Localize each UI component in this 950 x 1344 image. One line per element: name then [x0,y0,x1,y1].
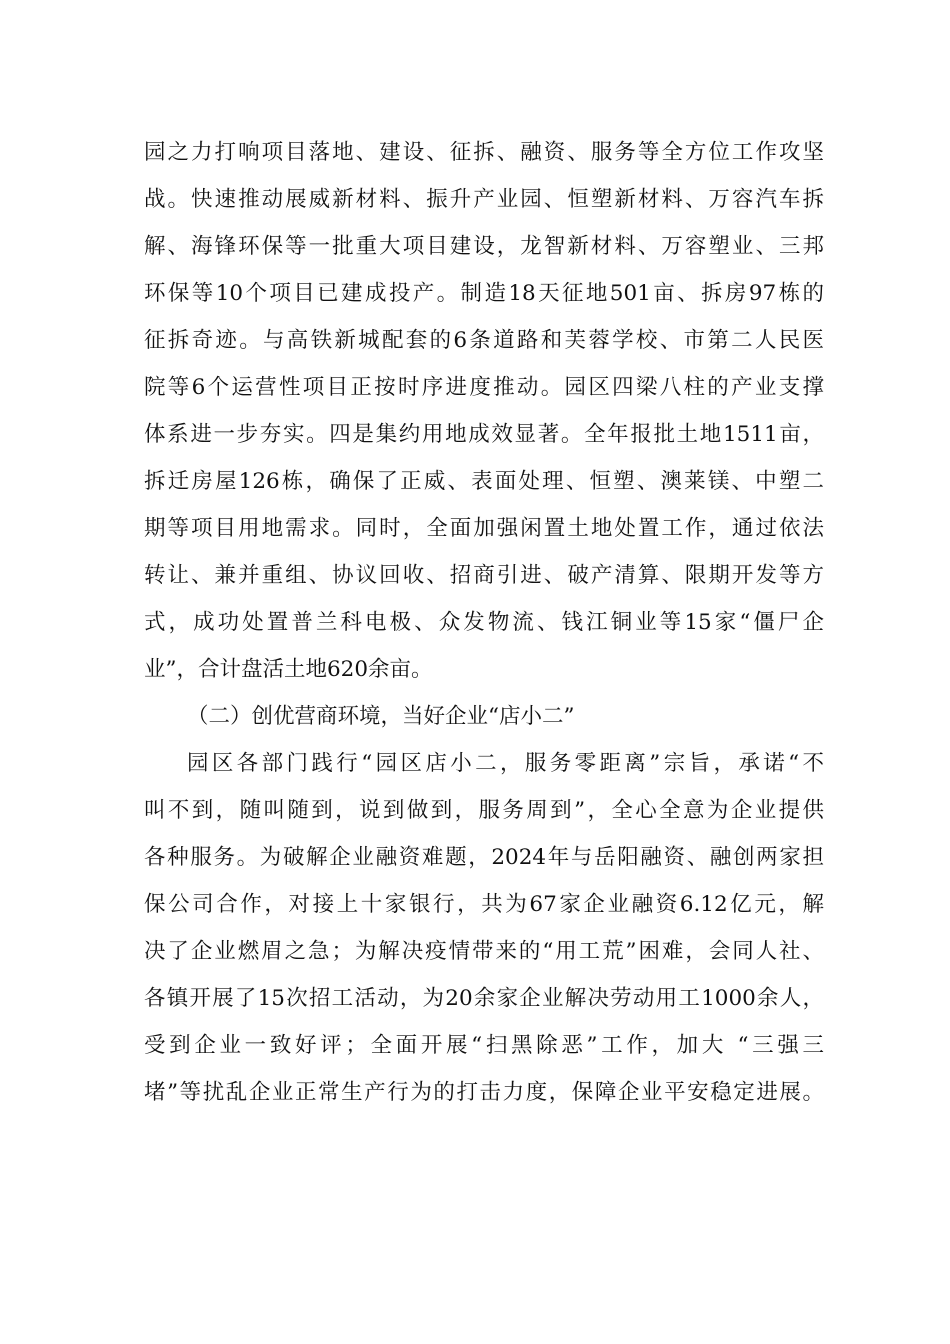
paragraph-line: 环保等10个项目已建成投产。制造18天征地501亩、拆房97栋的 [144,281,824,306]
paragraph-line: 解、海锋环保等一批重大项目建设，龙智新材料、万容塑业、三邦 [144,234,824,259]
paragraph-line: 院等6个运营性项目正按时序进度推动。园区四梁八柱的产业支撑 [144,375,824,400]
paragraph-line: 园之力打响项目落地、建设、征拆、融资、服务等全方位工作攻坚 [144,140,824,165]
paragraph-line: 决了企业燃眉之急；为解决疫情带来的“用工荒”困难，会同人社、 [144,939,824,964]
paragraph-line: 园区各部门践行“园区店小二，服务零距离”宗旨，承诺“不 [187,751,824,776]
section-heading: （二）创优营商环境，当好企业“店小二” [187,704,575,729]
paragraph-line: 受到企业一致好评；全面开展“扫黑除恶”工作，加大 “三强三 [144,1033,824,1058]
paragraph-line: 各种服务。为破解企业融资难题，2024年与岳阳融资、融创两家担 [144,845,824,870]
paragraph-line: 期等项目用地需求。同时，全面加强闲置土地处置工作，通过依法 [144,516,824,541]
paragraph-line: 业”，合计盘活土地620余亩。 [144,657,433,682]
paragraph-line: 拆迁房屋126栋，确保了正威、表面处理、恒塑、澳莱镁、中塑二 [144,469,824,494]
paragraph-line: 征拆奇迹。与高铁新城配套的6条道路和芙蓉学校、市第二人民医 [144,328,824,353]
paragraph-line: 战。快速推动展威新材料、振升产业园、恒塑新材料、万容汽车拆 [144,187,824,212]
paragraph-line: 转让、兼并重组、协议回收、招商引进、破产清算、限期开发等方 [144,563,824,588]
paragraph-line: 体系进一步夯实。四是集约用地成效显著。全年报批土地1511亩， [144,422,824,447]
paragraph-line: 堵”等扰乱企业正常生产行为的打击力度，保障企业平安稳定进展。 [144,1080,824,1105]
paragraph-line: 保公司合作，对接上十家银行，共为67家企业融资6.12亿元，解 [144,892,824,917]
paragraph-line: 叫不到，随叫随到，说到做到，服务周到”，全心全意为企业提供 [144,798,824,823]
paragraph-line: 式，成功处置普兰科电极、众发物流、钱江铜业等15家“僵尸企 [144,610,824,635]
paragraph-line: 各镇开展了15次招工活动，为20余家企业解决劳动用工1000余人， [144,986,824,1011]
